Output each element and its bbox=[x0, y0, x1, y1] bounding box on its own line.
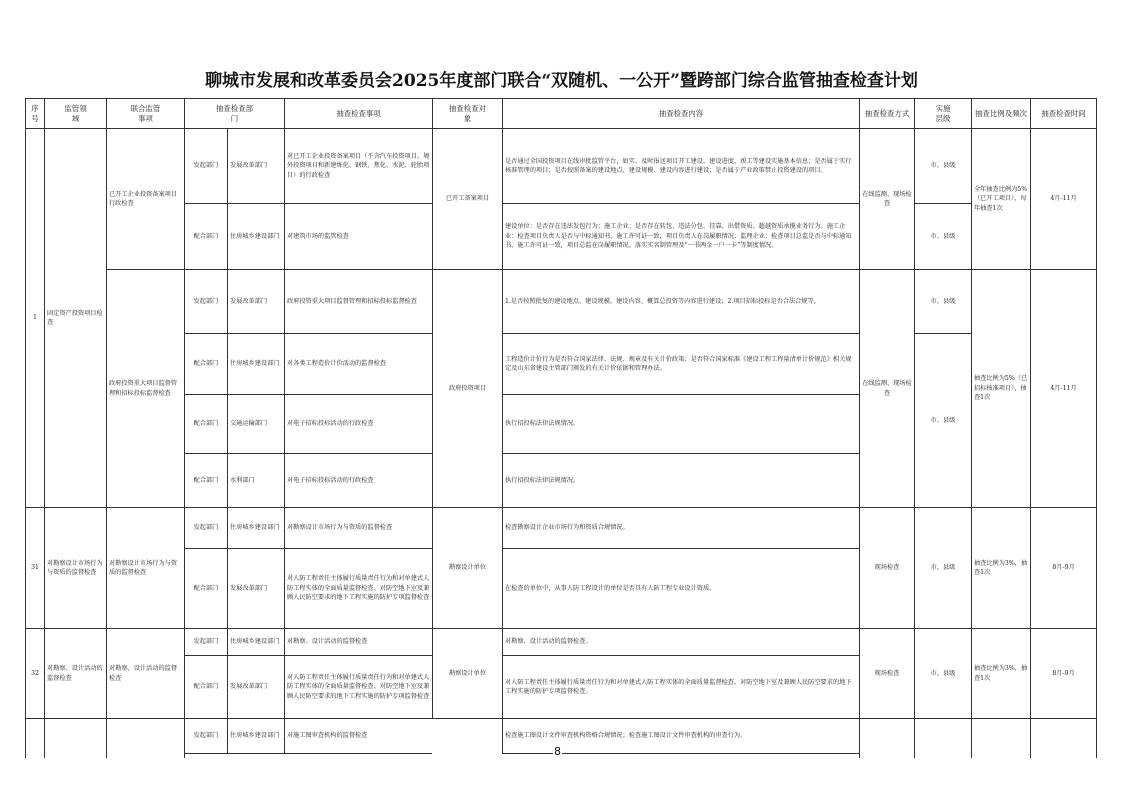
level-cell: 市、县级 bbox=[914, 628, 972, 719]
dept-cell: 住房城乡建设部门 bbox=[227, 628, 285, 656]
role-cell: 配合部门 bbox=[184, 333, 228, 395]
dept-cell: 交通运输部门 bbox=[227, 394, 285, 454]
item-cell: 对已开工企业投资备案项目（不含汽车投资项目、境外投资项目和新建炼化、钢铁、焦化、水泥、轮胎项目）的行政检查 bbox=[284, 128, 433, 204]
method-cell: 现场检查 bbox=[859, 628, 915, 719]
joint-item-cell: 政府投资重大项目监督管理和招标投标监督检查 bbox=[106, 269, 185, 508]
level-cell: 市、县级 bbox=[914, 507, 972, 629]
dept-cell: 住房城乡建设部门 bbox=[227, 507, 285, 549]
item-cell: 对电子招标投标活动的行政检查 bbox=[284, 394, 433, 454]
field-cell bbox=[44, 718, 107, 758]
seq-cell: 32 bbox=[25, 628, 45, 719]
dept-cell: 水利部门 bbox=[227, 453, 285, 508]
role-cell: 发起部门 bbox=[184, 718, 228, 754]
level-cell: 市、县级 bbox=[914, 333, 972, 508]
object-cell bbox=[432, 718, 503, 758]
object-cell: 勘察设计单位 bbox=[432, 628, 503, 719]
dept-cell: 发展改革部门 bbox=[227, 269, 285, 334]
content-cell: 是否通过全国投资项目在线审批监管平台，如实、及时报送项目开工建设、建设进度、竣工等建设实施基本信息；是否属于实行核准管理的项目；是否按照备案的建设地点、建设规模、建设内容进行建设；是否属于产业政策禁止投资建设的项目。 bbox=[502, 128, 860, 204]
dept-cell: 住房城乡建设部门 bbox=[227, 718, 285, 754]
dept-cell: 发展改革部门 bbox=[227, 548, 285, 629]
field-cell: 固定资产投资项目检查 bbox=[44, 128, 107, 508]
header-joint-item: 联合监管事项 bbox=[106, 98, 185, 129]
method-cell: 在线监测、现场检查 bbox=[859, 128, 915, 270]
time-cell bbox=[1030, 718, 1097, 758]
ratio-cell bbox=[971, 718, 1031, 758]
field-cell: 对勘察、设计活动的监督检查 bbox=[44, 628, 107, 719]
object-cell: 勘察设计单位 bbox=[432, 507, 503, 629]
content-cell: 在检查的单位中，从事人防工程设计的单位是否具有人防工程专业设计资质。 bbox=[502, 548, 860, 629]
method-cell bbox=[859, 718, 915, 758]
document-title: 聊城市发展和改革委员会2025年度部门联合“双随机、一公开”暨跨部门综合监管抽查检查计划 bbox=[205, 71, 918, 91]
item-cell: 对施工图审查机构的监督检查 bbox=[284, 718, 433, 754]
header-item: 抽查检查事项 bbox=[284, 98, 433, 129]
role-cell: 配合部门 bbox=[184, 203, 228, 270]
header-field: 监管领域 bbox=[44, 98, 107, 129]
time-cell: 4月-11月 bbox=[1030, 128, 1097, 270]
role-cell: 发起部门 bbox=[184, 128, 228, 204]
level-cell: 市、县级 bbox=[914, 203, 972, 270]
item-cell: 对建筑市场的监管检查 bbox=[284, 203, 433, 270]
ratio-cell: 全年抽查比例为5%（已开工项目），每年抽查1次 bbox=[971, 128, 1031, 270]
dept-cell: 住房城乡建设部门 bbox=[227, 333, 285, 395]
dept-cell: 发展改革部门 bbox=[227, 655, 285, 719]
item-cell: 对勘察设计市场行为与资质的监督检查 bbox=[284, 507, 433, 549]
field-cell: 对勘察设计市场行为与资质的监督检查 bbox=[44, 507, 107, 629]
content-cell: 检查施工图设计文件审查机构资格合规情况；检查施工图设计文件审查机构的审查行为。 bbox=[502, 718, 860, 754]
role-cell: 配合部门 bbox=[184, 453, 228, 508]
ratio-cell: 抽查比例为3%，抽查1次 bbox=[971, 507, 1031, 629]
time-cell: 4月-11月 bbox=[1030, 269, 1097, 508]
dept-cell: 发展改革部门 bbox=[227, 128, 285, 204]
method-cell: 现场检查 bbox=[859, 507, 915, 629]
role-cell: 配合部门 bbox=[184, 548, 228, 629]
header-dept: 抽查检查部门 bbox=[184, 98, 285, 129]
seq-cell bbox=[25, 718, 45, 758]
level-cell: 市、县级 bbox=[914, 269, 972, 334]
content-cell: 执行招投标法律法规情况。 bbox=[502, 394, 860, 454]
joint-item-cell: 对勘察、设计活动的监督检查 bbox=[106, 628, 185, 719]
object-cell: 政府投资项目 bbox=[432, 269, 503, 508]
header-ratio: 抽查比例及频次 bbox=[971, 98, 1031, 129]
level-cell bbox=[914, 718, 972, 758]
item-cell: 对电子招标投标活动的行政检查 bbox=[284, 453, 433, 508]
item-cell: 对人防工程责任主体履行质量责任行为和对单建式人防工程实体的全面质量监督检查、对防空地下室及兼顾人民防空要求的地下工程实施的防护专项监督检查 bbox=[284, 548, 433, 629]
item-cell: 对各类工程造价计价活动的监督检查 bbox=[284, 333, 433, 395]
header-content: 抽查检查内容 bbox=[502, 98, 860, 129]
item-cell: 对人防工程责任主体履行质量责任行为和对单建式人防工程实体的全面质量监督检查、对防空地下室及兼顾人民防空要求的地下工程实施的防护专项监督检查 bbox=[284, 655, 433, 719]
header-time: 抽查检查时间 bbox=[1030, 98, 1097, 129]
role-cell: 发起部门 bbox=[184, 628, 228, 656]
header-object: 抽查检查对象 bbox=[432, 98, 503, 129]
seq-cell: 31 bbox=[25, 507, 45, 629]
object-cell: 已开工备案项目 bbox=[432, 128, 503, 270]
content-cell: 对人防工程责任主体履行质量责任行为和对单建式人防工程实体的全面质量监督检查、对防空地下室及兼顾人民防空要求的地下工程实施的防护专项监督检查。 bbox=[502, 655, 860, 719]
level-cell: 市、县级 bbox=[914, 128, 972, 204]
role-cell: 配合部门 bbox=[184, 655, 228, 719]
role-cell: 配合部门 bbox=[184, 394, 228, 454]
content-cell: 建设单位：是否存在违法发包行为；施工企业：是否存在转包、违法分包、挂靠、出借资质、超越资质承揽业务行为。施工企业：检查项目负责人是否与中标通知书、施工许可证一致，项目负责人在岗履职情况；监理企业：检查项目总监是否与中标通知书、施工许可证一致，项目总监在岗履职情况。落实实名制管理及“一书两金一户一卡”等制度情况。 bbox=[502, 203, 860, 270]
content-cell: 执行招投标法律法规情况。 bbox=[502, 453, 860, 508]
joint-item-cell: 对勘察设计市场行为与资质的监督检查 bbox=[106, 507, 185, 629]
role-cell: 发起部门 bbox=[184, 507, 228, 549]
content-cell: 工程造价计价行为是否符合国家法律、法规、规章及有关计价政策；是否符合国家标准《建设工程工程量清单计价规范》相关规定及山东省建设主管部门颁发的有关计价依据和管理办法。 bbox=[502, 333, 860, 395]
joint-item-cell bbox=[106, 718, 185, 758]
header-method: 抽查检查方式 bbox=[859, 98, 915, 129]
method-cell: 在线监测、现场检查 bbox=[859, 269, 915, 508]
header-seq: 序号 bbox=[25, 98, 45, 129]
content-cell: 检查勘察设计企业市场行为和资质合规情况。 bbox=[502, 507, 860, 549]
ratio-cell: 抽查比例为5%（已招标核准项目），抽查1次 bbox=[971, 269, 1031, 508]
item-cell: 政府投资重大项目监督管理和招标投标监督检查 bbox=[284, 269, 433, 334]
time-cell: 8月-9月 bbox=[1030, 628, 1097, 719]
joint-item-cell: 已开工企业投资备案项目行政检查 bbox=[106, 128, 185, 270]
content-cell: 对勘察、设计活动的监督检查。 bbox=[502, 628, 860, 656]
page-number: 8 bbox=[554, 745, 561, 758]
header-level: 实施层级 bbox=[914, 98, 972, 129]
seq-cell: 1 bbox=[25, 128, 45, 508]
content-cell: 1.是否按照批复的建设地点、建设规模、建设内容、概算总投资等内容进行建设；2.项目招标投标是否合法合规等。 bbox=[502, 269, 860, 334]
time-cell: 8月-9月 bbox=[1030, 507, 1097, 629]
item-cell: 对勘察、设计活动的监督检查 bbox=[284, 628, 433, 656]
dept-cell: 住房城乡建设部门 bbox=[227, 203, 285, 270]
role-cell: 发起部门 bbox=[184, 269, 228, 334]
ratio-cell: 抽查比例为3%，抽查1次 bbox=[971, 628, 1031, 719]
